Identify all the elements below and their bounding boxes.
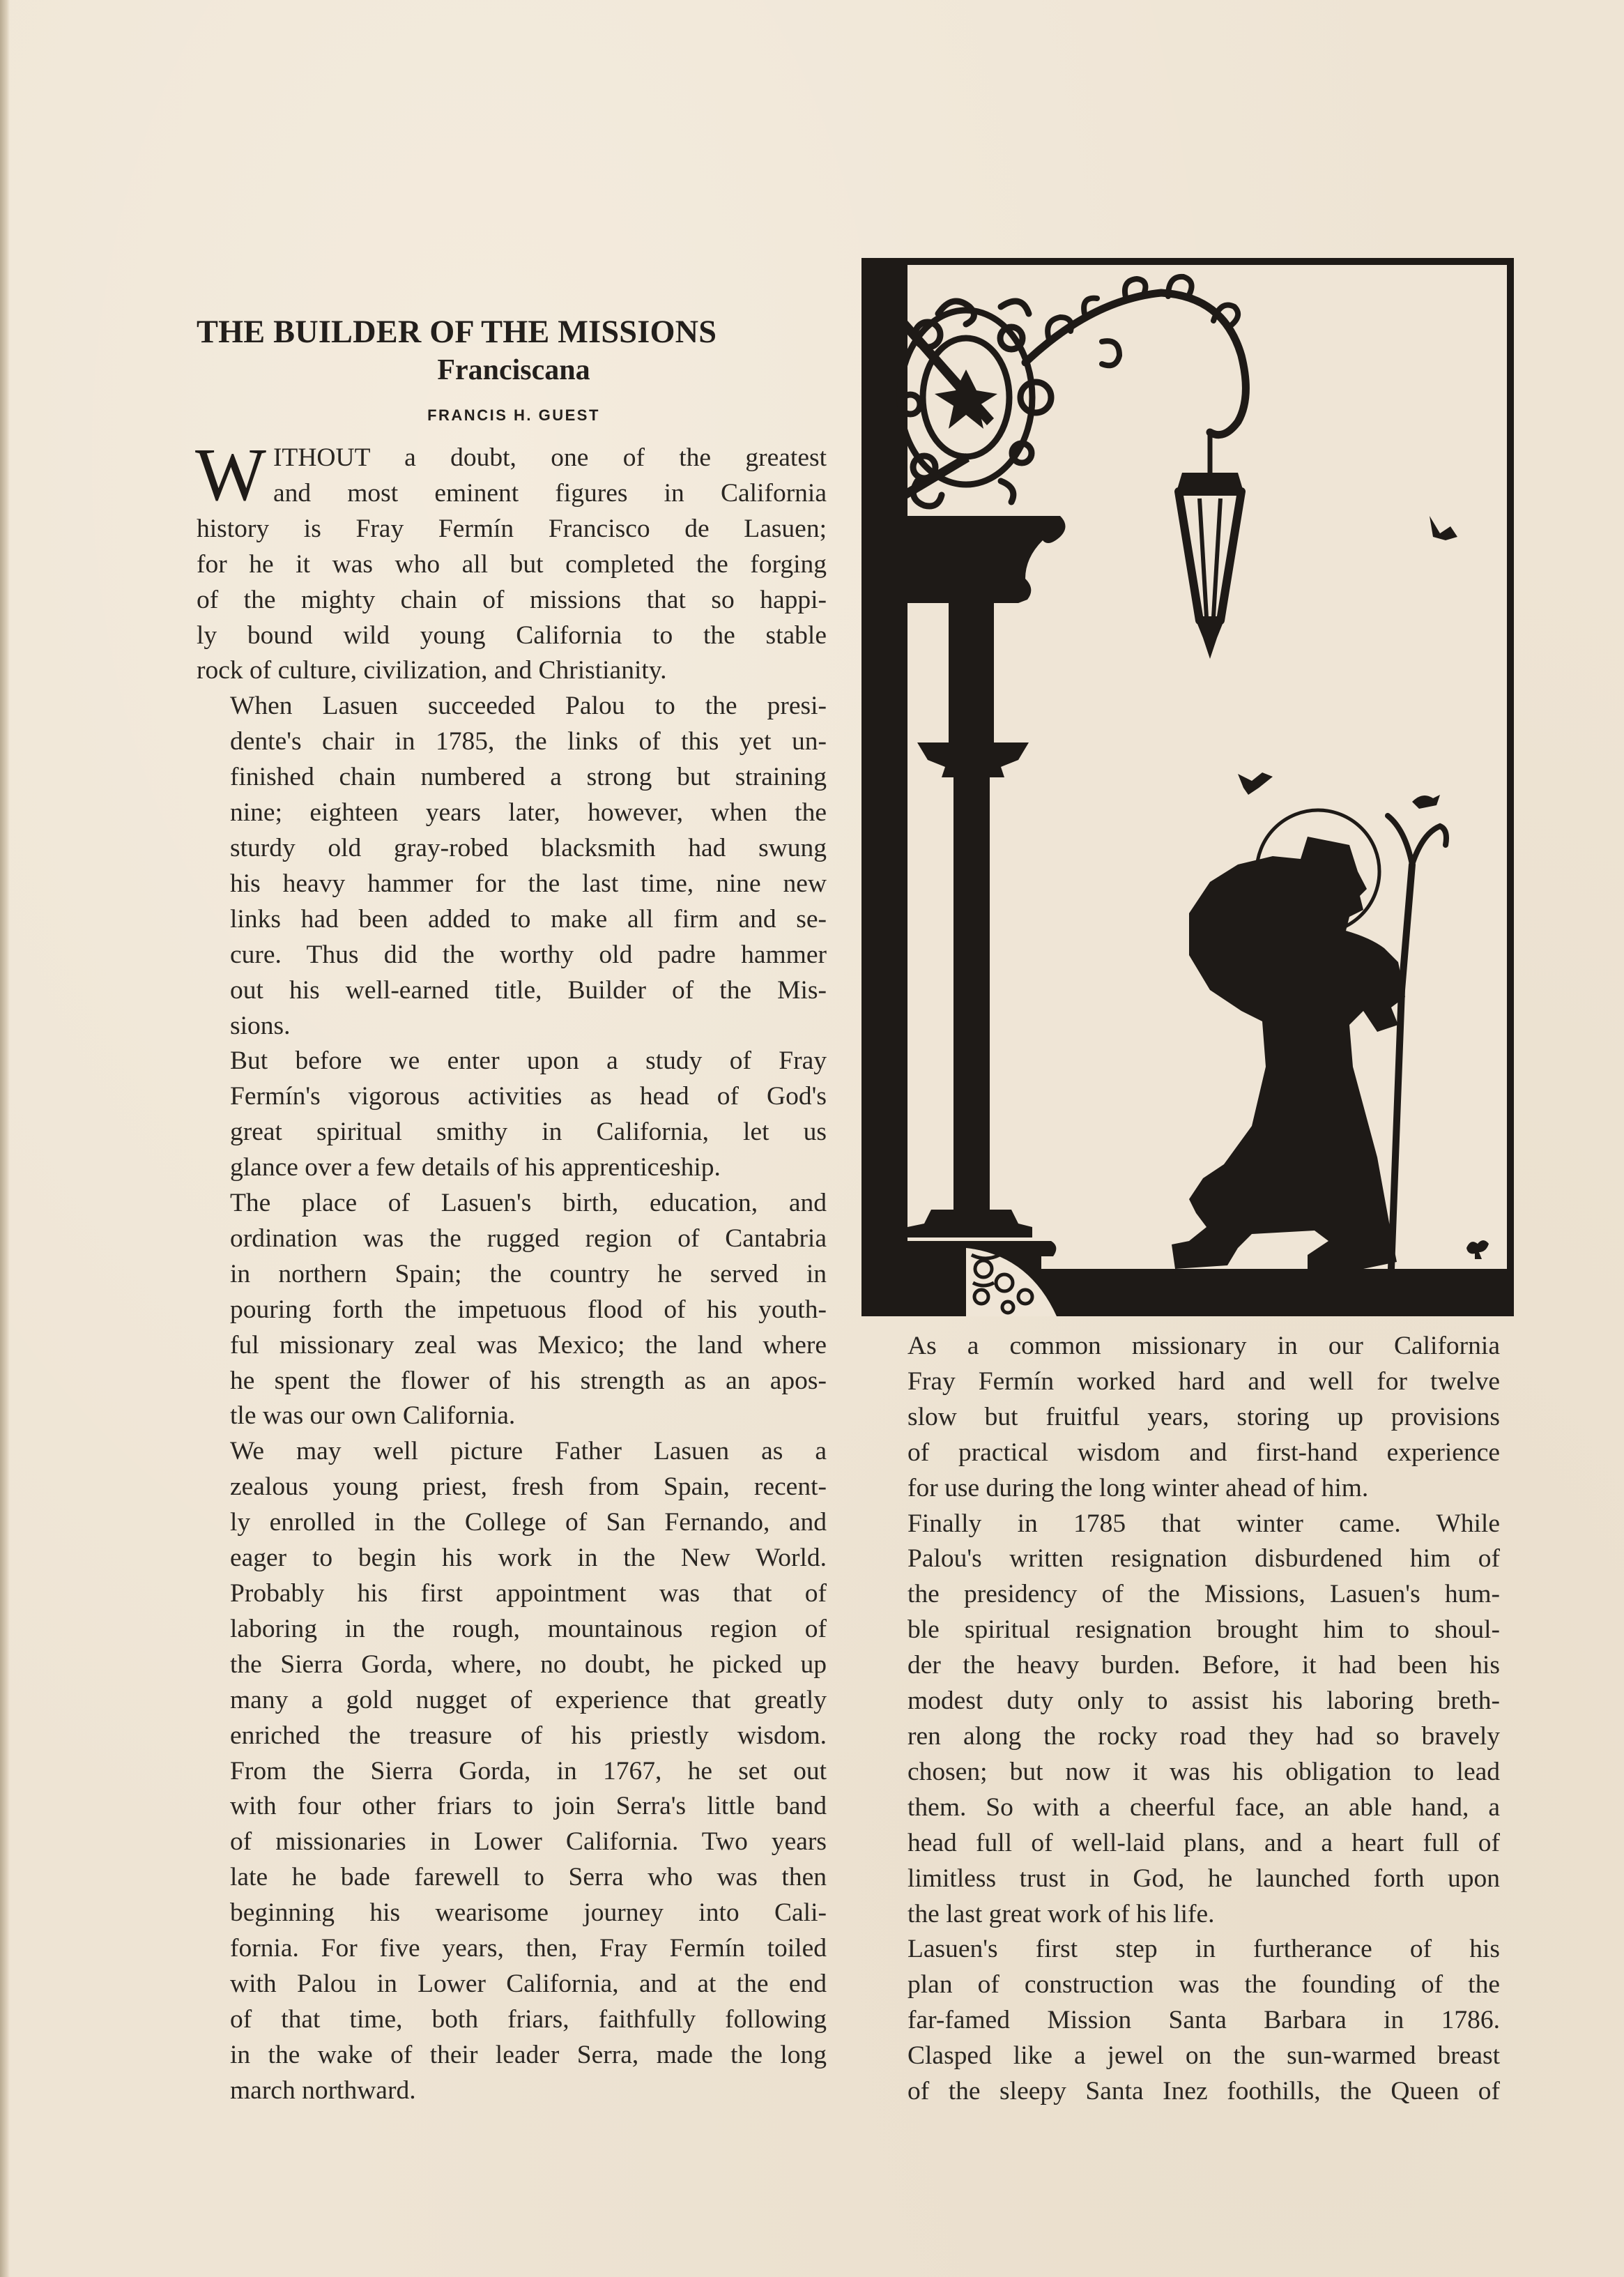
- text-line: The place of Lasuen's birth, education, and: [230, 1189, 827, 1218]
- text-line: rock of culture, civilization, and Christianity.: [197, 656, 667, 685]
- article-paragraph: [197, 1044, 827, 1186]
- text-line: Palou's written resignation disburdened him of: [907, 1544, 1500, 1574]
- article-paragraph: [195, 434, 827, 689]
- text-line: Clasped like a jewel on the sun-warmed breast: [907, 2041, 1500, 2071]
- text-line: far-famed Mission Santa Barbara in 1786.: [907, 2006, 1500, 2035]
- article-paragraph: [874, 1932, 1500, 2110]
- text-line: in the wake of their leader Serra, made the long: [230, 2040, 827, 2069]
- illustration-svg: [861, 258, 1514, 1316]
- text-line: tle was our own California.: [230, 1401, 516, 1431]
- text-line: der the heavy burden. Before, it had been his: [907, 1651, 1500, 1680]
- text-line: chosen; but now it was his obligation to lead: [907, 1757, 1500, 1786]
- text-line: beginning his wearisome journey into Cali-: [230, 1898, 827, 1928]
- text-line: them. So with a cheerful face, an able hand, a: [907, 1792, 1500, 1822]
- text-line: of the mighty chain of missions that so happi-: [197, 585, 827, 614]
- text-line: of the sleepy Santa Inez foothills, the Queen of: [907, 2077, 1500, 2106]
- text-line: plan of construction was the founding of the: [907, 1970, 1500, 2000]
- text-line: dente's chair in 1785, the links of this yet un-: [230, 727, 827, 756]
- text-line: head full of well-laid plans, and a heart full of: [907, 1828, 1500, 1857]
- article-byline: FRANCIS H. GUEST: [427, 406, 600, 424]
- text-line: ble spiritual resignation brought him to shoul-: [907, 1615, 1500, 1645]
- ground-band-icon: [861, 1269, 1514, 1316]
- text-line: Fray Fermín worked hard and well for twelve: [907, 1366, 1500, 1396]
- text-line: ly enrolled in the College of San Fernando, and: [230, 1508, 827, 1537]
- text-line: late he bade farewell to Serra who was then: [230, 1863, 827, 1892]
- text-line: glance over a few details of his apprenticeship.: [230, 1153, 721, 1182]
- text-line: When Lasuen succeeded Palou to the presi-: [230, 692, 827, 721]
- text-line: pouring forth the impetuous flood of his youth-: [230, 1295, 827, 1324]
- text-line: ly bound wild young California to the stable: [197, 620, 827, 650]
- text-line: fornia. For five years, then, Fray Fermín toiled: [230, 1934, 827, 1963]
- drop-cap: W: [195, 434, 266, 517]
- article-title: THE BUILDER OF THE MISSIONS: [197, 314, 717, 351]
- text-line: of practical wisdom and first-hand experience: [907, 1438, 1500, 1467]
- text-line: limitless trust in God, he launched forth upon: [907, 1864, 1500, 1893]
- text-line: of missionaries in Lower California. Two years: [230, 1827, 827, 1857]
- text-line: eager to begin his work in the New World.: [230, 1544, 827, 1573]
- text-line: slow but fruitful years, storing up provisions: [907, 1402, 1500, 1431]
- text-line: As a common missionary in our California: [907, 1332, 1500, 1360]
- article-paragraph: [197, 1186, 827, 1434]
- text-line: great spiritual smithy in California, let us: [230, 1118, 827, 1147]
- text-line: of that time, both friars, faithfully following: [230, 2004, 827, 2034]
- text-line: out his well-earned title, Builder of the Mis-: [230, 975, 827, 1005]
- text-line: enriched the treasure of his priestly wisdom.: [230, 1721, 827, 1750]
- text-line: From the Sierra Gorda, in 1767, he set out: [230, 1756, 827, 1785]
- text-line: Lasuen's first step in furtherance of his: [907, 1935, 1500, 1964]
- text-line: many a gold nugget of experience that greatly: [230, 1685, 827, 1714]
- text-line: ful missionary zeal was Mexico; the land where: [230, 1330, 827, 1360]
- text-line: the last great work of his life.: [907, 1899, 1215, 1928]
- text-line: nine; eighteen years later, however, when the: [230, 798, 827, 828]
- text-line: with four other friars to join Serra's little band: [230, 1792, 827, 1821]
- text-line: sions.: [230, 1011, 291, 1040]
- column-shaft-upper-icon: [949, 603, 994, 742]
- page-spine-shadow: [0, 0, 10, 2277]
- friar-silhouette-illustration: [861, 258, 1514, 1316]
- text-line: We may well picture Father Lasuen as a: [230, 1437, 827, 1466]
- text-line: ITHOUT a doubt, one of the greatest: [273, 443, 827, 472]
- text-line: the Sierra Gorda, where, no doubt, he picked up: [230, 1650, 827, 1679]
- text-line: modest duty only to assist his laboring breth-: [907, 1686, 1500, 1716]
- column-shaft-icon: [953, 777, 990, 1210]
- text-line: laboring in the rough, mountainous region of: [230, 1614, 827, 1643]
- left-column: [195, 434, 827, 2109]
- text-line: the presidency of the Missions, Lasuen's hum-: [907, 1580, 1500, 1609]
- article-paragraph: [197, 1434, 827, 2108]
- text-line: for use during the long winter ahead of him.: [907, 1473, 1369, 1502]
- text-line: for he it was who all but completed the forging: [197, 549, 827, 579]
- article-paragraph: [874, 1329, 1500, 1507]
- text-line: cure. Thus did the worthy old padre hammer: [230, 940, 827, 969]
- right-column: [874, 1329, 1500, 2110]
- text-line: ren along the rocky road they had so bravely: [907, 1721, 1500, 1751]
- text-line: Fermín's vigorous activities as head of God's: [230, 1082, 827, 1111]
- text-line: and most eminent figures in California: [273, 478, 827, 508]
- text-line: links had been added to make all firm and se-: [230, 904, 827, 934]
- text-line: But before we enter upon a study of Fray: [230, 1046, 827, 1076]
- text-line: finished chain numbered a strong but straining: [230, 763, 827, 792]
- text-line: zealous young priest, fresh from Spain, recent-: [230, 1472, 827, 1502]
- article-paragraph: [197, 689, 827, 1044]
- text-line: he spent the flower of his strength as an apos-: [230, 1366, 827, 1395]
- text-line: history is Fray Fermín Francisco de Lasuen;: [197, 514, 827, 543]
- article-subtitle: Franciscana: [437, 354, 590, 386]
- text-line: his heavy hammer for the last time, nine new: [230, 869, 827, 898]
- article-paragraph: [874, 1507, 1500, 1933]
- text-line: in northern Spain; the country he served in: [230, 1259, 827, 1288]
- text-line: sturdy old gray-robed blacksmith had swung: [230, 833, 827, 862]
- text-line: Finally in 1785 that winter came. While: [907, 1509, 1500, 1538]
- text-line: march northward.: [230, 2076, 416, 2105]
- text-line: Probably his first appointment was that of: [230, 1579, 827, 1608]
- text-line: ordination was the rugged region of Cantabria: [230, 1224, 827, 1253]
- text-line: with Palou in Lower California, and at the end: [230, 1969, 827, 1998]
